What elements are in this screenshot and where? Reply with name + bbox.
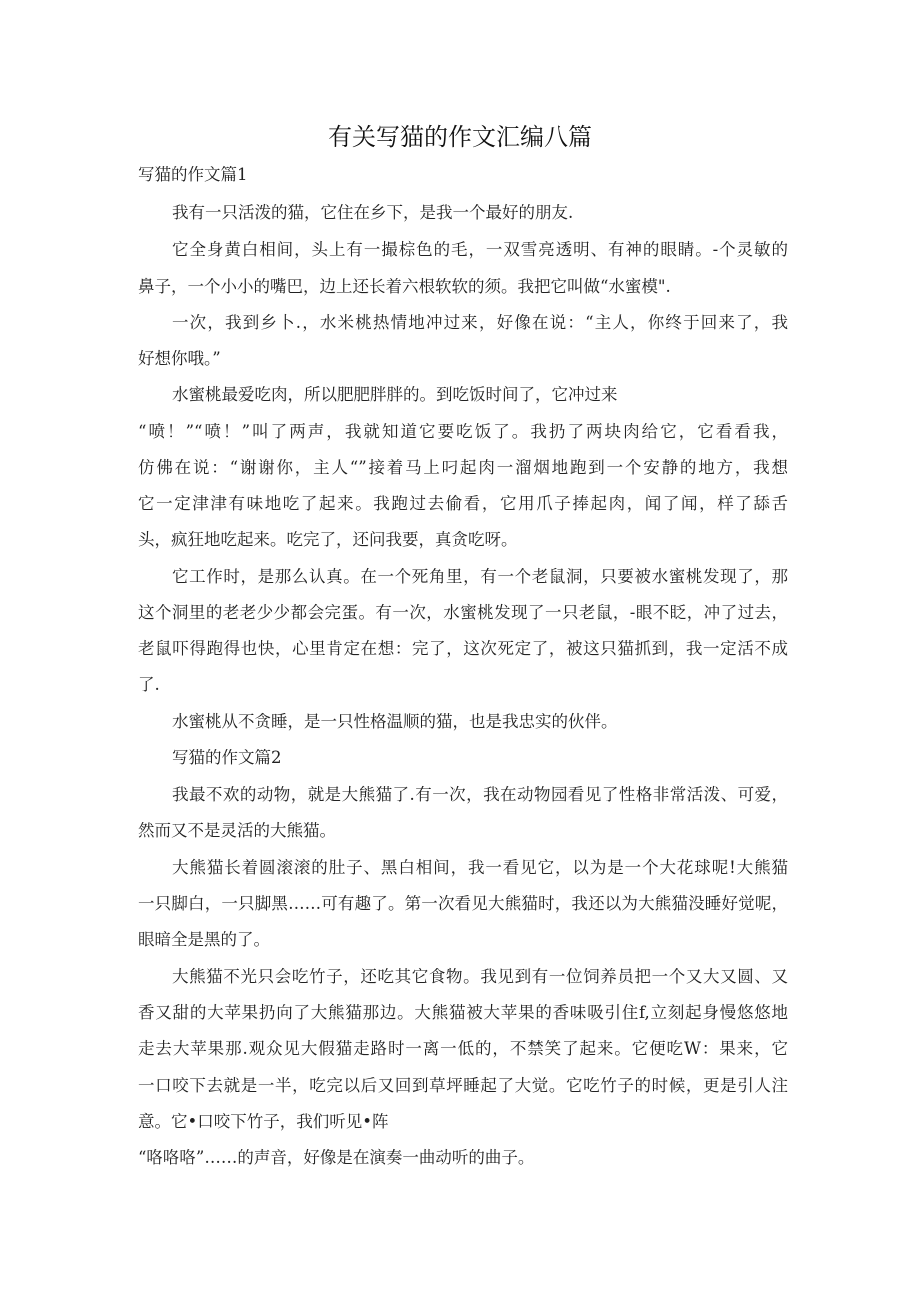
paragraph-line: 水蜜桃最爱吃肉，所以肥肥胖胖的。到吃饭时间了，它冲过来	[172, 385, 618, 404]
paragraph-line: 一次，我到乡卜.，水米桃热情地冲过来，好像在说：“主人，你终于回来了，我	[172, 313, 788, 332]
paragraph-line: 它全身黄白相间，头上有一撮棕色的毛，一双雪亮透明、有神的眼睛。-个灵敏的	[172, 240, 788, 259]
paragraph-line: 它工作时，是那么认真。在一个死角里，有一个老鼠洞，只要被水蜜桃发现了，那	[172, 567, 788, 586]
paragraph-line: 它一定津津有味地吃了起来。我跑过去偷看，它用爪子捧起肉，闻了闻，样了舔舌	[138, 494, 788, 513]
paragraph-line: 大熊猫不光只会吃竹子，还吃其它食物。我见到有一位饲养员把一个又大又圆、又	[172, 967, 788, 986]
paragraph-line: 头，疯狂地吃起来。吃完了，还问我要，真贪吃呀。	[138, 530, 518, 549]
section-heading-2: 写猫的作文篇2	[172, 748, 282, 767]
paragraph-line: 香又甜的大苹果扔向了大熊猫那边。大熊猫被大苹果的香味吸引住f,立刻起身慢悠悠地	[138, 1003, 788, 1022]
paragraph-line: 我最不欢的动物，就是大熊猫了.有一次，我在动物园看见了性格非常活泼、可爱，	[172, 785, 788, 804]
paragraph-line: 眼暗全是黑的了。	[138, 930, 270, 949]
paragraph-line: 一口咬下去就是一半，吃完以后又回到草坪睡起了大觉。它吃竹子的时候，更是引人注	[138, 1076, 788, 1095]
paragraph-line: 老鼠吓得跑得也快，心里肯定在想：完了，这次死定了，被这只猫抓到，我一定活不成	[138, 639, 788, 658]
paragraph-line: 一只脚白，一只脚黑……可有趣了。第一次看见大熊猫时，我还以为大熊猫没睡好觉呢，	[138, 894, 788, 913]
paragraph-line: 鼻子，一个小小的嘴巴，边上还长着六根软软的须。我把它叫做“水蜜模".	[138, 277, 671, 296]
paragraph-line: 然而又不是灵活的大熊猫。	[138, 821, 336, 840]
paragraph-line: 我有一只活泼的猫，它住在乡下，是我一个最好的朋友.	[172, 203, 574, 222]
paragraph-line: 大熊猫长着圆滚滚的肚子、黑白相间，我一看见它，以为是一个大花球呢!大熊猫	[172, 858, 788, 877]
paragraph-line: “喷！”“喷！”叫了两声，我就知道它要吃饭了。我扔了两块肉给它，它看看我，	[138, 422, 788, 441]
paragraph-line: 这个洞里的老老少少都会完蛋。有一次，水蜜桃发现了一只老鼠，-眼不眨，冲了过去，	[138, 603, 788, 622]
paragraph-line: 了.	[138, 675, 160, 694]
paragraph-line: 水蜜桃从不贪睡，是一只性格温顺的猫，也是我忠实的伙伴。	[172, 712, 618, 731]
paragraph-line: 好想你哦。”	[138, 349, 221, 368]
paragraph-line: 走去大苹果那.观众见大假猫走路时一离一低的，不禁笑了起来。它便吃W：果来，它	[138, 1039, 788, 1058]
section-heading-1: 写猫的作文篇1	[138, 165, 248, 184]
paragraph-line: 仿佛在说：“谢谢你，主人“”接着马上叼起肉一溜烟地跑到一个安静的地方，我想	[138, 458, 788, 477]
document-title: 有关写猫的作文汇编八篇	[328, 123, 592, 151]
paragraph-line: 意。它•口咬下竹子，我们听见•阵	[138, 1112, 389, 1131]
paragraph-line: “咯咯咯”……的声音，好像是在演奏一曲动听的曲子。	[138, 1148, 535, 1167]
